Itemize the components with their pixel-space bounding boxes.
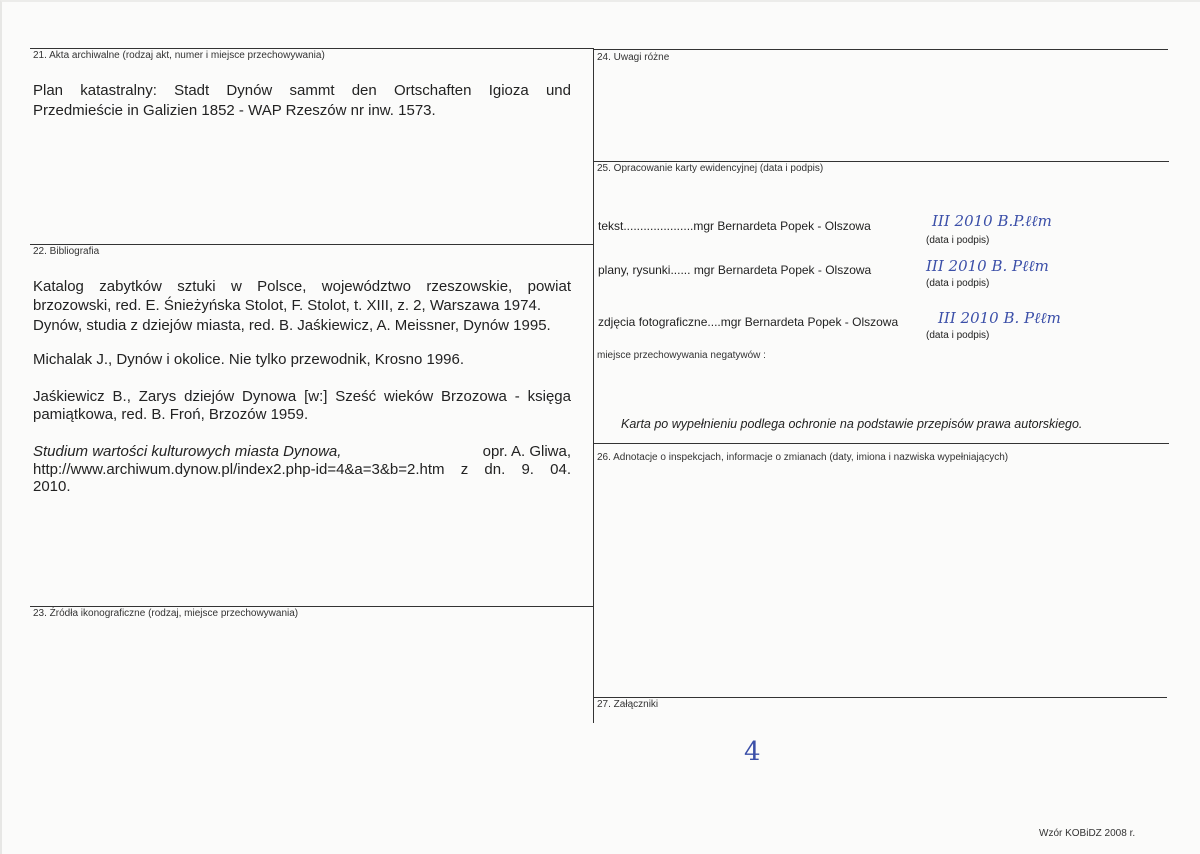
section-25-label: 25. Opracowanie karty ewidencyjnej (data i podpis) [597, 163, 824, 174]
drawings-signature: III 2010 B. Pℓℓm [926, 257, 1049, 275]
column-divider [593, 48, 594, 723]
section-24-rule [593, 49, 1168, 50]
bibliography-5-line-2: http://www.archiwum.dynow.pl/index2.php-id=4&a=3&b=2.htm z dn. 9. 04. [33, 461, 571, 478]
template-version: Wzór KOBiDZ 2008 r. [1039, 828, 1136, 839]
photos-row: zdjęcia fotograficzne....mgr Bernardeta Popek - Olszowa [598, 315, 899, 329]
section-26-label: 26. Adnotacje o inspekcjach, informacje o zmianach (daty, imiona i nazwiska wypełniających) [597, 452, 1009, 463]
section-22-label: 22. Bibliografia [33, 246, 100, 257]
photos-date-label: (data i podpis) [926, 330, 990, 341]
section-21-label: 21. Akta archiwalne (rodzaj akt, numer i miejsce przechowywania) [33, 50, 325, 61]
drawings-row: plany, rysunki...... mgr Bernardeta Popek - Olszowa [598, 263, 872, 277]
bibliography-1-line-1: Katalog zabytków sztuki w Polsce, województwo rzeszowskie, powiat [33, 278, 571, 295]
bibliography-2: Dynów, studia z dziejów miasta, red. B. Jaśkiewicz, A. Meissner, Dynów 1995. [33, 317, 551, 334]
author-text-date-label: (data i podpis) [926, 235, 990, 246]
bibliography-5-author: opr. A. Gliwa, [482, 443, 571, 460]
author-text-signature: III 2010 B.P.ℓℓm [932, 212, 1052, 230]
bibliography-5-line-1 [33, 442, 571, 462]
bibliography-3: Michalak J., Dynów i okolice. Nie tylko przewodnik, Krosno 1996. [33, 351, 465, 368]
copyright-note: Karta po wypełnieniu podlega ochronie na podstawie przepisów prawa autorskiego. [621, 417, 1083, 431]
section-24-label: 24. Uwagi różne [597, 52, 670, 63]
section-23-rule [30, 606, 593, 607]
section-27-rule [593, 697, 1167, 698]
attachments-count: 4 [744, 737, 761, 767]
bibliography-5-line-3: 2010. [33, 478, 71, 495]
archives-line-1: Plan katastralny: Stadt Dynów sammt den Ortschaften Igioza und [33, 82, 571, 99]
section-27-label: 27. Załączniki [597, 699, 659, 710]
section-21-rule [30, 48, 593, 49]
negatives-location: miejsce przechowywania negatywów : [597, 350, 766, 361]
archives-line-2: Przedmieście in Galizien 1852 - WAP Rzeszów nr inw. 1573. [33, 102, 436, 119]
bibliography-4-line-2: pamiątkowa, red. B. Froń, Brzozów 1959. [33, 406, 309, 423]
section-26-rule [593, 443, 1169, 444]
drawings-date-label: (data i podpis) [926, 278, 990, 289]
section-22-rule [30, 244, 593, 245]
author-text-row: tekst.....................mgr Bernardeta Popek - Olszowa [598, 219, 871, 233]
bibliography-5-title: Studium wartości kulturowych miasta Dynowa, [33, 443, 342, 460]
photos-signature: III 2010 B. Pℓℓm [938, 309, 1061, 327]
section-25-rule [593, 161, 1169, 162]
section-23-label: 23. Źródła ikonograficzne (rodzaj, miejsce przechowywania) [33, 608, 299, 619]
bibliography-1-line-2: brzozowski, red. E. Śnieżyńska Stolot, F. Stolot, t. XIII, z. 2, Warszawa 1974. [33, 297, 541, 314]
bibliography-4-line-1: Jaśkiewicz B., Zarys dziejów Dynowa [w:] Sześć wieków Brzozowa - księga [33, 388, 571, 405]
